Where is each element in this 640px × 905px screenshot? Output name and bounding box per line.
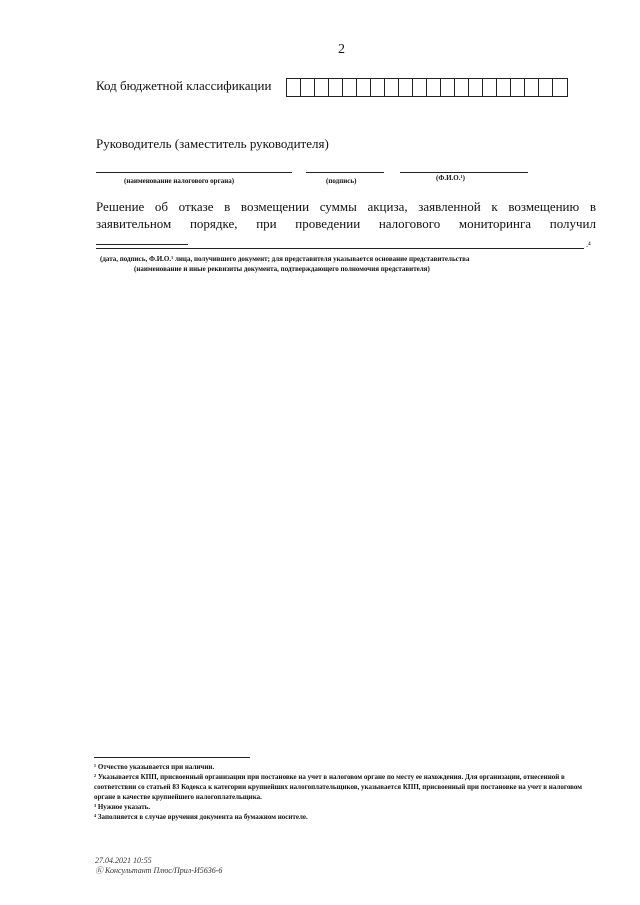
- kbk-digit-box[interactable]: [385, 79, 399, 96]
- signature-field[interactable]: [306, 172, 384, 173]
- kbk-label: Код бюджетной классификации: [96, 78, 272, 93]
- kbk-digit-box[interactable]: [483, 79, 497, 96]
- footnote-1: ¹ Отчество указывается при наличии.: [94, 763, 215, 771]
- footnotes: [94, 762, 594, 822]
- organ-name-caption: (наименование налогового органа): [124, 177, 235, 185]
- document-stamp: [95, 856, 222, 876]
- kbk-digit-box[interactable]: [371, 79, 385, 96]
- caption-line-1: (дата, подпись, Ф.И.О.¹ лица, получившего документ; для представителя указывается основание представительства: [100, 255, 470, 263]
- recipient-details-field[interactable]: [96, 248, 584, 249]
- kbk-digit-box[interactable]: [497, 79, 511, 96]
- kbk-digit-box[interactable]: [427, 79, 441, 96]
- organ-name-field[interactable]: [96, 172, 292, 173]
- page-number: 2: [338, 42, 345, 57]
- kbk-digit-box[interactable]: [525, 79, 539, 96]
- decision-text: Решение об отказе в возмещении суммы акциза, заявленной к возмещению в заявительном порядке, при проведении налогового мониторинга получил: [96, 199, 596, 231]
- fio-field[interactable]: [400, 172, 528, 173]
- kbk-digit-box[interactable]: [357, 79, 371, 96]
- kbk-digit-box[interactable]: [455, 79, 469, 96]
- footnote-2: ² Указывается КПП, присвоенный организации при постановке на учет в налоговом органе по месту ее нахождения. Для организации, отнесенной в соответствии со статьей 83 Кодекса к категории крупнейших налогоплательщиков, указывается КПП, присвоенный при постановке на учет в налоговом органе в качестве крупнейшего налогоплательщика.: [94, 773, 583, 801]
- kbk-digit-box[interactable]: [315, 79, 329, 96]
- kbk-digit-box[interactable]: [287, 79, 301, 96]
- signature-caption: (подпись): [326, 177, 357, 185]
- footnote-4-mark: .⁴: [586, 240, 591, 249]
- decision-paragraph: [96, 198, 596, 249]
- kbk-digit-box[interactable]: [441, 79, 455, 96]
- kbk-digit-box[interactable]: [469, 79, 483, 96]
- recipient-field[interactable]: [96, 234, 188, 245]
- head-title: Руководитель (заместитель руководителя): [96, 136, 329, 151]
- footnote-3: ³ Нужное указать.: [94, 803, 151, 811]
- kbk-code-boxes[interactable]: [286, 78, 568, 97]
- stamp-source: Ⓚ Консультант Плюс/Прил-И5636-6: [95, 866, 223, 875]
- kbk-digit-box[interactable]: [511, 79, 525, 96]
- kbk-digit-box[interactable]: [329, 79, 343, 96]
- stamp-date: 27.04.2021 10:55: [95, 856, 152, 865]
- kbk-digit-box[interactable]: [301, 79, 315, 96]
- kbk-digit-box[interactable]: [399, 79, 413, 96]
- kbk-digit-box[interactable]: [553, 79, 567, 96]
- caption-line-2: (наименование и иные реквизиты документа, подтверждающего полномочия представителя): [134, 265, 430, 273]
- kbk-digit-box[interactable]: [343, 79, 357, 96]
- fio-caption: (Ф.И.О.¹): [436, 174, 465, 182]
- kbk-digit-box[interactable]: [413, 79, 427, 96]
- recipient-details-caption: [100, 254, 560, 274]
- footnote-4: ⁴ Заполняется в случае вручения документа на бумажном носителе.: [94, 813, 308, 821]
- kbk-digit-box[interactable]: [539, 79, 553, 96]
- footnote-separator: [94, 757, 250, 758]
